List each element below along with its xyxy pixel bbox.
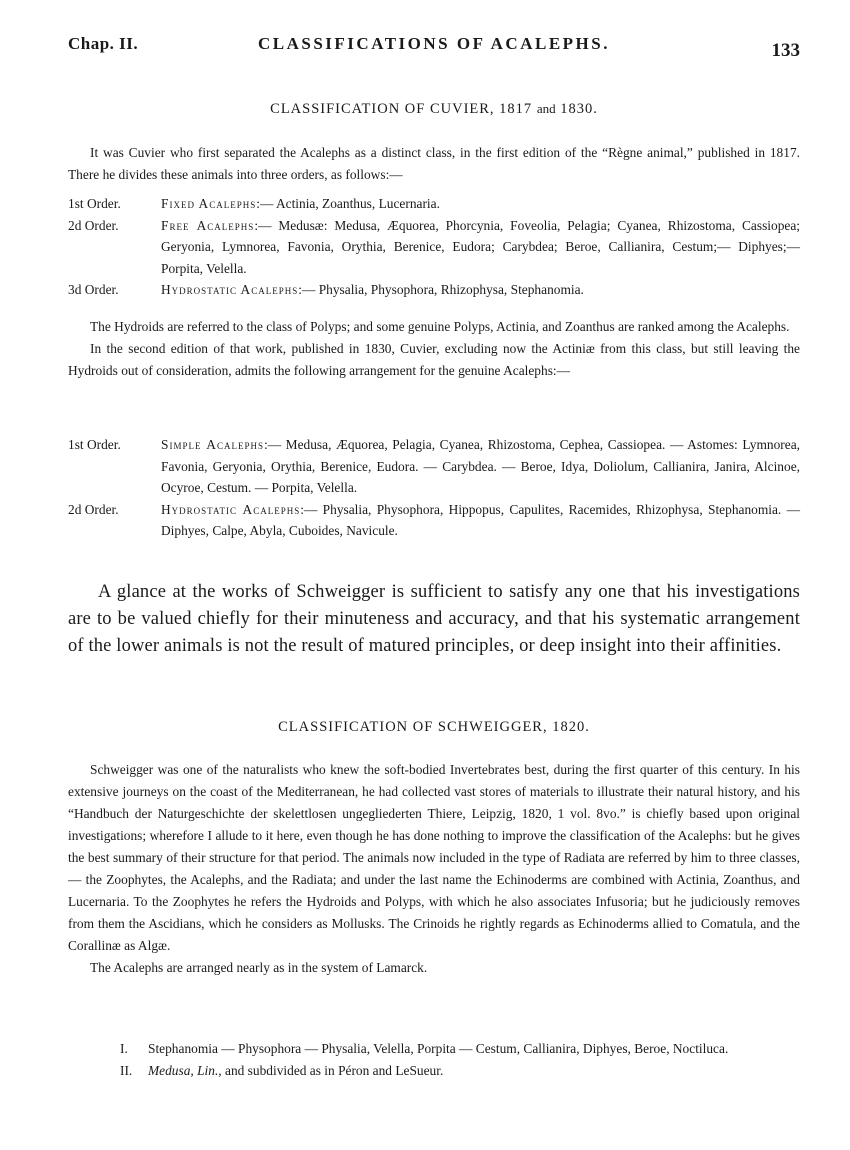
order-text: :— Actinia, Zoanthus, Lucernaria. [256,196,440,211]
cuvier-intro [68,142,800,186]
order-item [68,193,800,215]
order-label: 1st Order. [68,437,121,452]
hydroids-paragraph: The Hydroids are referred to the class of Polyps; and some genuine Polyps, Actinia, and Zoanthus are ranked among the Acalephs. [90,319,790,334]
cuvier-intro-paragraph: It was Cuvier who first separated the Acalephs as a distinct class, in the first edition of the “Règne animal,” published in 1817. There he divides these animals into three orders, as follows:— [68,145,800,182]
running-title: CLASSIFICATIONS OF ACALEPHS. [258,34,610,53]
glance-paragraph-block [68,579,800,660]
list-item-italic: Medusa, Lin., [148,1062,222,1078]
order-name: Simple Acalephs [161,437,264,452]
list-item-text: and subdivided as in Péron and LeSueur. [221,1062,444,1078]
order-name: Hydrostatic Acalephs [161,501,301,517]
order-label: 3d Order. [68,282,119,297]
order-name: Fixed Acalephs [161,196,257,211]
order-item [68,279,800,301]
schweigger-paragraphs [68,759,800,979]
list-item-numeral: II. [120,1062,133,1078]
schweigger-list [68,1038,800,1081]
cuvier-orders-1830 [68,434,800,542]
chapter-label: Chap. II. [68,34,139,53]
order-name: Free Acalephs [161,217,255,233]
lamarck-paragraph: The Acalephs are arranged nearly as in the system of Lamarck. [90,960,428,975]
order-label: 2d Order. [68,501,119,517]
order-label: 2d Order. [68,217,119,233]
order-item [68,215,800,280]
cuvier-section-title: CLASSIFICATION OF CUVIER, 1817 and 1830. [270,101,598,117]
cuvier-paragraphs [68,316,800,382]
page-header [68,34,800,64]
second-edition-paragraph: In the second edition of that work, published in 1830, Cuvier, excluding now the Actiniæ from this class, but still leaving the Hydroids out of consideration, admits the following arrangement for the genuine Acalephs:— [68,341,800,378]
order-text: :— Physalia, Physophora, Hippopus, Capulites, Racemides, Rhizophysa, Stephanomia. — Diphyes, Calpe, Abyla, Cuboides, Navicule. [161,501,800,538]
schweigger-section-title: CLASSIFICATION OF SCHWEIGGER, 1820. [278,719,590,735]
order-item [68,434,800,499]
list-item-text: Stephanomia — Physophora — Physalia, Velella, Porpita — Cestum, Callianira, Diphyes, Beroe, Noctiluca. [148,1041,729,1056]
order-text: :— Medusa, Æquorea, Pelagia, Cyanea, Rhizostoma, Cephea, Cassiopea. — Astomes: Lymnorea, Favonia, Geryonia, Orythia, Berenice, Eudora. — Carybdea. — Beroe, Idya, Doliolum, Callianira, Janira, Alcinoe, Ocyroe, Cestum. — Porpita, Velella. [161,437,800,495]
glance-paragraph: A glance at the works of Schweigger is sufficient to satisfy any one that his investigations are to be valued chiefly for their minuteness and accuracy, and that his systematic arrangement of the lower animals is not the result of matured principles, or deep insight into their affinities. [68,582,800,656]
list-item [68,1060,800,1082]
schweigger-paragraph: Schweigger was one of the naturalists who knew the soft-bodied Invertebrates best, during the first quarter of this century. In his extensive journeys on the coast of the Mediterranean, he had collected vast stores of materials to illustrate their natural history, and his “Handbuch der Naturgeschichte der skelettlosen ungegliederten Thiere, Leipzig, 1820, 1 vol. 8vo.” is chiefly based upon original investigations; wherefore I allude to it here, even though he has done nothing to improve the classification of the Acalephs: but he gives the best summary of their structure for that period. The animals now included in the type of Radiata are referred by him to three classes,— the Zoophytes, the Acalephs, and the Radiata; and under the last name the Echinoderms are combined with Actinia, Zoanthus, and Lucernaria. To the Zoophytes he refers the Hydroids and Polyps, with which he also associates Infusoria; but he judiciously removes from them the Ascidians, which he considers as Mollusks. The Crinoids he rightly regards as Echinoderms allied to Comatula, and the Corallinæ as Algæ. [68,762,800,953]
order-text: :— Medusæ: Medusa, Æquorea, Phorcynia, Foveolia, Pelagia; Cyanea, Rhizostoma, Cassiopea; Geryonia, Lymnorea, Favonia, Orythia, Berenice, Eudora; Carybdea; Beroe, Callianira, Cestum;— Diphyes;— Porpita, Velella. [161,217,801,276]
list-item-numeral: I. [120,1041,128,1056]
order-text: :— Physalia, Physophora, Rhizophysa, Stephanomia. [298,282,584,297]
list-item [68,1038,800,1060]
order-name: Hydrostatic Acalephs [161,282,299,297]
cuvier-orders-1817 [68,193,800,301]
order-label: 1st Order. [68,196,121,211]
order-item [68,499,800,542]
page-number: 133 [771,40,800,61]
